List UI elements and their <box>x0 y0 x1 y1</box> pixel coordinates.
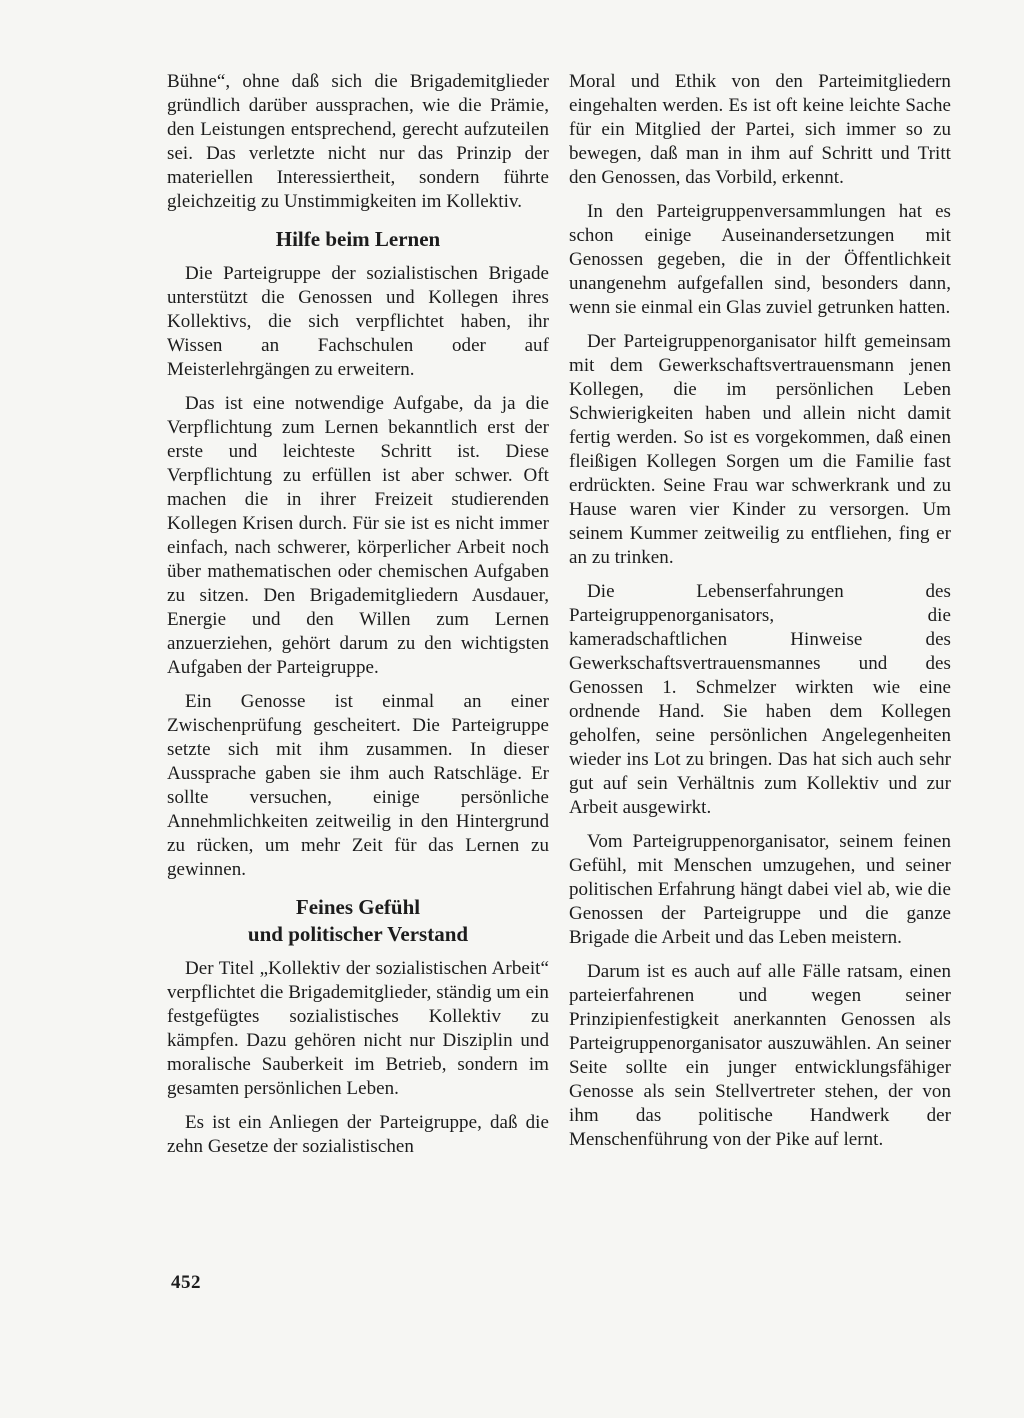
paragraph: Die Lebenserfahrungen des Parteigruppenorganisators, die kameradschaftlichen Hinweise des Gewerkschaftsvertrauensmannes und des Genossen 1. Schmelzer wirkten wie eine ordnende Hand. Sie haben dem Kollegen geholfen, seine persönlichen Angelegenheiten wieder ins Lot zu bringen. Das hat sich auch sehr gut auf sein Verhältnis zum Kollektiv und zur Arbeit ausgewirkt. <box>569 581 951 818</box>
section-heading: Hilfe beim Lernen <box>275 227 441 251</box>
paragraph: Bühne“, ohne daß sich die Brigademitglieder gründlich darüber aussprachen, wie die Prämie, den Leistungen entsprechend, gerecht aufzuteilen sei. Das verletzte nicht nur das Prinzip der materiellen Interessiertheit, sondern führte gleichzeitig zu Unstimmigkeiten im Kollektiv. <box>167 71 549 212</box>
paragraph: Darum ist es auch auf alle Fälle ratsam, einen parteierfahrenen und wegen seiner Prinzipienfestigkeit anerkannten Genossen als Parteigruppenorganisator auszuwählen. An seiner Seite sollte ein junger entwicklungsfähiger Genosse als sein Stellvertreter stehen, der von ihm das politische Handwerk der Menschenführung von der Pike auf lernt. <box>569 961 951 1150</box>
paragraph: Der Titel „Kollektiv der sozialistischen Arbeit“ verpflichtet die Brigademitglieder, ständig um ein festgefügtes sozialistisches Kollektiv zu kämpfen. Dazu gehören nicht nur Disziplin und moralische Sauberkeit im Betrieb, sondern im gesamten persönlichen Leben. <box>167 958 549 1099</box>
paragraph: Die Parteigruppe der sozialistischen Brigade unterstützt die Genossen und Kollegen ihres Kollektivs, die sich verpflichtet haben, ihr Wissen an Fachschulen oder auf Meisterlehrgängen zu erweitern. <box>167 263 549 380</box>
paragraph: Das ist eine notwendige Aufgabe, da ja die Verpflichtung zum Lernen bekanntlich erst der erste und leichteste Schritt ist. Diese Verpflichtung zu erfüllen ist aber schwer. Oft machen die in ihrer Freizeit studierenden Kollegen Krisen durch. Für sie ist es nicht immer einfach, nach schwerer, körperlicher Arbeit noch über mathematischen oder chemischen Aufgaben zu sitzen. Den Brigademitgliedern Ausdauer, Energie und den Willen zum Lernen anzuerziehen, gehört darum zu den wichtigsten Aufgaben der Parteigruppe. <box>167 393 549 678</box>
paragraph: Ein Genosse ist einmal an einer Zwischenprüfung gescheitert. Die Parteigruppe setzte sich mit ihm zusammen. In dieser Aussprache gaben sie ihm auch Ratschläge. Er sollte versuchen, einige persönliche Annehmlichkeiten zeitweilig in den Hintergrund zu rücken, um mehr Zeit für das Lernen zu gewinnen. <box>167 691 549 880</box>
section-heading <box>167 894 549 948</box>
paragraph: Vom Parteigruppenorganisator, seinem feinen Gefühl, mit Menschen umzugehen, und seiner politischen Erfahrung hängt dabei viel ab, wie die Genossen der Parteigruppe und die ganze Brigade die Arbeit und das Leben meistern. <box>569 831 951 948</box>
section-heading-line: Feines Gefühl <box>295 895 421 919</box>
page-number: 452 <box>171 1272 201 1293</box>
right-column <box>569 70 951 1162</box>
section-heading-line: und politischer Verstand <box>247 922 469 946</box>
paragraph: Der Parteigruppenorganisator hilft gemeinsam mit dem Gewerkschaftsvertrauensmann jenen Kollegen, die im persönlichen Leben Schwierigkeiten haben und allein nicht damit fertig werden. So ist es vorgekommen, daß einen fleißigen Kollegen Sorgen um die Familie fast erdrückten. Seine Frau war schwerkrank und zu Hause waren vier Kinder zu versorgen. Um seinem Kummer zeitweilig zu entfliehen, fing er an zu trinken. <box>569 331 951 568</box>
paragraph: Es ist ein Anliegen der Parteigruppe, daß die zehn Gesetze der sozialistischen <box>167 1112 549 1157</box>
paragraph: Moral und Ethik von den Parteimitgliedern eingehalten werden. Es ist oft keine leichte Sache für ein Mitglied der Partei, sich immer so zu bewegen, daß man in ihm auf Schritt und Tritt den Genossen, das Vorbild, erkennt. <box>569 71 951 188</box>
paragraph: In den Parteigruppenversammlungen hat es schon einige Auseinandersetzungen mit Genossen gegeben, die in der Öffentlichkeit unangenehm aufgefallen sind, besonders dann, wenn sie einmal ein Glas zuviel getrunken hatten. <box>569 201 951 318</box>
left-column <box>167 70 549 1169</box>
